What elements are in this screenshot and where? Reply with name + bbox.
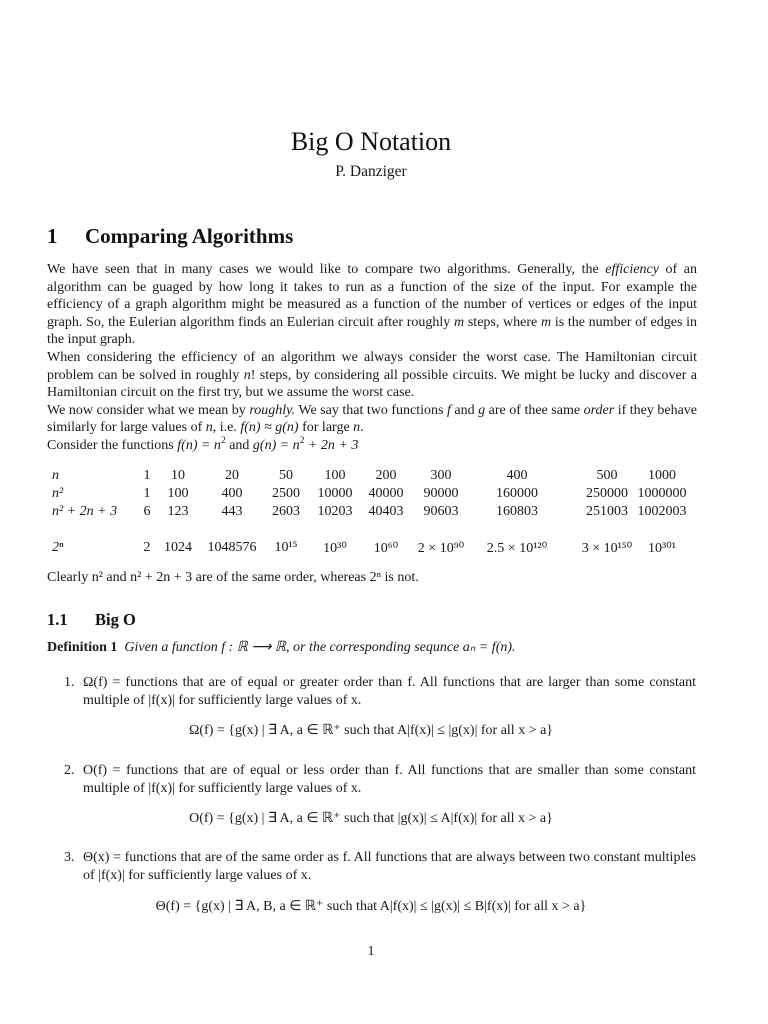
equation-omega: Ω(f) = {g(x) | ∃ A, a ∈ ℝ⁺ such that A|f(x)| ≤ |g(x)| for all x > a} [188,723,554,738]
table-cell: 300 [430,468,452,483]
table-cell: 3 × 10¹⁵⁰ [581,541,633,556]
table-cell: 2.5 × 10¹²⁰ [486,541,548,556]
table-cell: 1000000 [637,486,687,501]
table-row-label: n² [52,486,64,501]
table-cell: 50 [279,468,293,483]
table-cell: 10⁶⁰ [373,541,399,556]
section-title: Comparing Algorithms [85,224,294,248]
table-cell: 1 [143,468,151,483]
author-name: P. Danziger [335,163,407,180]
list-item-omega: 1. Ω(f) = functions that are of equal or greater order than f. All functions that are larger than some constant multiple of |f(x)| for sufficiently large values of x. [64,675,696,708]
definition-label: Definition 1 [47,640,118,655]
table-cell: 2 × 10⁹⁰ [417,541,465,556]
table-cell: 100 [167,486,189,501]
table-cell: 1024 [164,540,192,555]
table-row-label: 2ⁿ [52,540,64,555]
table-row-quadratic [52,504,702,522]
table-cell: 6 [143,504,151,519]
table-cell: 20 [225,468,239,483]
paragraph-order: We now consider what we mean by roughly. We say that two functions f and g are of thee same order if they behave similarly for large values of n, i.e. f(n) ≈ g(n) for large n. [47,402,698,436]
table-cell: 90000 [423,486,459,501]
table-cell: 123 [167,504,189,519]
table-cell: 400 [506,468,528,483]
table-cell: 2603 [272,504,300,519]
table-cell: 2500 [272,486,300,501]
table-cell: 1002003 [637,504,687,519]
page-number: 1 [367,944,375,959]
table-row-n [52,468,702,486]
table-cell: 100 [324,468,346,483]
table-cell: 160000 [496,486,538,501]
section-heading-comparing-algorithms [47,224,293,249]
equation-theta: Θ(f) = {g(x) | ∃ A, B, a ∈ ℝ⁺ such that A|f(x)| ≤ |g(x)| ≤ B|f(x)| for all x > a} [155,899,587,914]
subsection-heading-big-o [47,610,136,630]
table-row-label: n² + 2n + 3 [52,504,118,519]
table-cell: 10³⁰¹ [647,541,676,556]
table-cell: 1 [143,486,151,501]
table-row-label: n [52,468,59,483]
table-cell: 2 [143,540,151,555]
table-cell: 251003 [586,504,628,519]
table-cell: 160803 [496,504,538,519]
table-cell: 200 [375,468,397,483]
table-row-n-squared [52,486,702,504]
table-cell: 40403 [368,504,404,519]
table-cell: 10000 [317,486,353,501]
table-cell: 250000 [586,486,628,501]
table-cell: 1000 [648,468,676,483]
equation-big-o: O(f) = {g(x) | ∃ A, a ∈ ℝ⁺ such that |g(x)| ≤ A|f(x)| for all x > a} [189,811,553,826]
paragraph-efficiency: We have seen that in many cases we would like to compare two algorithms. Generally, the efficiency of an algorithm can be guaged by how long it takes to run as a function of the size of the input. For example the efficiency of a graph algorithm might be measured as a function of the number of vertices or edges of the input graph. So, the Eulerian algorithm finds an Eulerian circuit after roughly m steps, where m is the number of edges in the input graph. [47,262,698,348]
table-cell: 500 [596,468,618,483]
paragraph-consider-functions: Consider the functions $f(n) = n^2$ and $g(n) = n^2 + 2n + 3$ [47,435,359,453]
definition-statement: Given a function f : ℝ ⟶ ℝ, or the corresponding sequnce aₙ = f(n). [124,640,516,655]
section-number: 1 [47,224,58,248]
table-cell: 10¹⁵ [274,540,298,555]
table-cell: 10³⁰ [323,541,347,556]
paragraph-worst-case: When considering the efficiency of an algorithm we always consider the worst case. The Hamiltonian circuit problem can be solved in roughly n! steps, by considering all possible circuits. We might be lucky and discover a Hamiltonian circuit on the first try, but we assume the worst case. [47,349,697,401]
list-item-theta: 3. Θ(x) = functions that are of the same order as f. All functions that are always between two constant multiples of |f(x)| for sufficiently large values of x. [64,850,696,883]
conclusion-text: Clearly n² and n² + 2n + 3 are of the same order, whereas 2ⁿ is not. [47,570,419,585]
subsection-title: Big O [95,610,136,629]
table-cell: 40000 [368,486,404,501]
subsection-number: 1.1 [47,610,68,629]
table-cell: 443 [221,504,243,519]
table-cell: 10 [171,468,185,483]
table-cell: 10203 [317,504,353,519]
definition [47,639,727,656]
intro-paragraphs [47,261,697,455]
table-cell: 1048576 [207,540,257,555]
page-title: Big O Notation [290,127,452,156]
table-row-exponential [52,540,702,558]
table-cell: 400 [221,486,243,501]
table-cell: 90603 [423,504,459,519]
list-item-big-o: 2. O(f) = functions that are of equal or less order than f. All functions that are smaller than some constant multiple of |f(x)| for sufficiently large values of x. [64,763,696,796]
